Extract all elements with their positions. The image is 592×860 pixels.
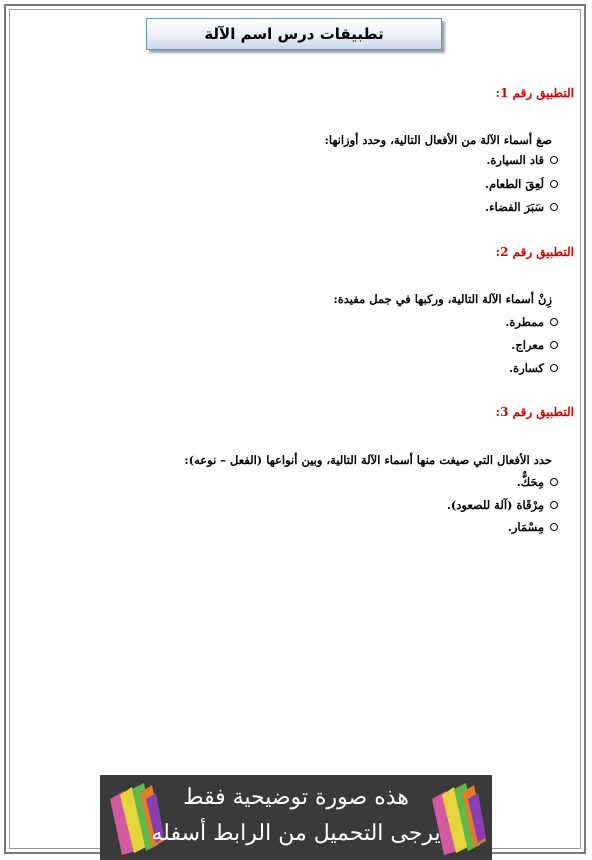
list-item <box>511 338 558 352</box>
bullet-circle-icon <box>550 523 558 531</box>
list-item-text: سَبَرَ الفضاء. <box>485 200 544 214</box>
list-item-text: معراج. <box>511 338 544 352</box>
page-title-text: تطبيقات درس اسم الآلة <box>204 25 384 43</box>
bullet-circle-icon <box>550 501 558 509</box>
bullet-circle-icon <box>550 478 558 486</box>
list-item <box>517 475 558 489</box>
section-2-instruction: زِنْ أسماء الآلة التالية، وركبها في جمل مفيدة: <box>333 292 552 306</box>
list-item <box>447 498 558 512</box>
watermark-banner <box>100 775 492 860</box>
list-item-text: كسارة. <box>509 361 544 375</box>
list-item <box>505 315 558 329</box>
bullet-circle-icon <box>550 180 558 188</box>
list-item-text: مِرْقَاة (آلة للصعود). <box>446 498 544 512</box>
bullet-circle-icon <box>550 156 558 164</box>
section-3-instruction: حدد الأفعال التي صيغت منها أسماء الآلة التالية، وبين أنواعها (الفعل – نوعه): <box>184 453 552 467</box>
list-item-text: مِحَكٌّ. <box>516 475 544 489</box>
bullet-circle-icon <box>550 364 558 372</box>
bullet-circle-icon <box>550 203 558 211</box>
list-item-text: ممطرة. <box>505 315 544 329</box>
section-1-instruction: صغ أسماء الآلة من الأفعال التالية، وحدد أوزانها: <box>324 133 552 147</box>
list-item-text: مِسْمَار. <box>507 520 544 534</box>
list-item <box>486 153 558 167</box>
section-1-heading: التطبيق رقم 1: <box>495 86 574 100</box>
list-item <box>509 361 558 375</box>
watermark-line-2: يرجى التحميل من الرابط أسفله <box>151 821 441 846</box>
section-3-heading: التطبيق رقم 3: <box>495 405 574 419</box>
bullet-circle-icon <box>550 318 558 326</box>
page-title <box>146 18 442 50</box>
list-item-text: قاد السيارة. <box>486 153 544 167</box>
section-2-heading: التطبيق رقم 2: <box>495 245 574 259</box>
list-item <box>508 520 558 534</box>
bullet-circle-icon <box>550 341 558 349</box>
list-item-text: لَعِقَ الطعام. <box>485 177 544 191</box>
list-item <box>485 200 558 214</box>
watermark-line-1: هذه صورة توضيحية فقط <box>183 785 409 810</box>
list-item <box>485 177 558 191</box>
